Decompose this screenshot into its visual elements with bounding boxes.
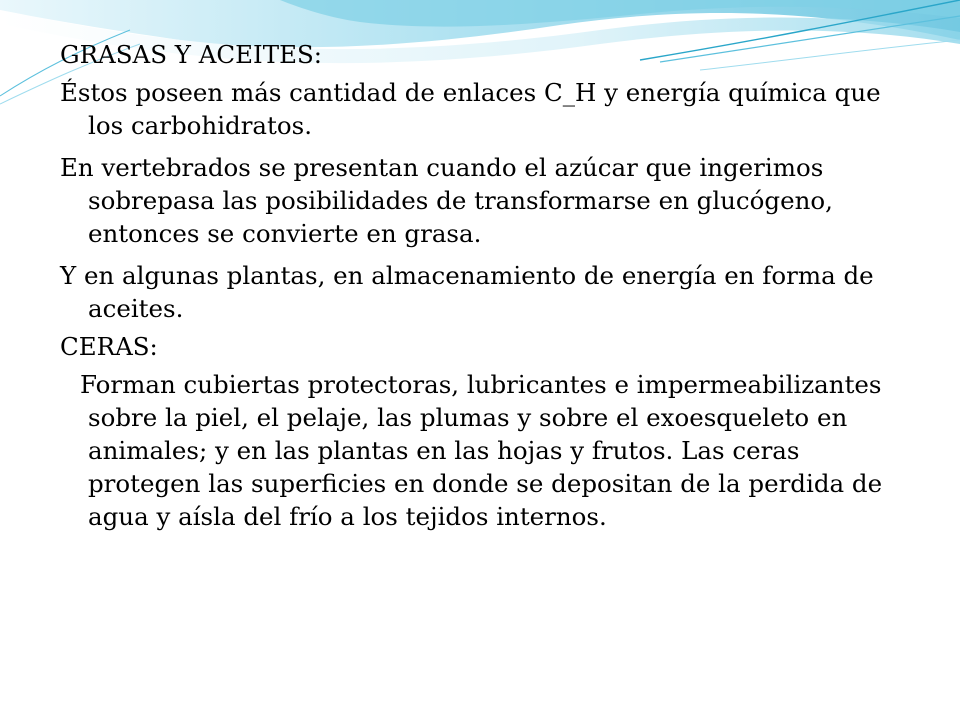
paragraph-vertebrates: En vertebrados se presentan cuando el azúcar que ingerimos sobrepasa las posibilidades de transformarse en glucógeno, entonces se convierte en grasa.	[60, 153, 833, 248]
slide-body	[60, 38, 910, 542]
paragraph-waxes: Forman cubiertas protectoras, lubricantes e impermeabilizantes sobre la piel, el pelaje, las plumas y sobre el exoesqueleto en animales; y en las plantas en las hojas y frutos. Las ceras protegen las superficies en donde se depositan de la perdida de agua y aísla del frío a los tejidos internos.	[80, 370, 883, 531]
heading-waxes: CERAS:	[60, 332, 158, 361]
paragraph-plants: Y en algunas plantas, en almacenamiento de energía en forma de aceites.	[60, 261, 874, 323]
heading-fats: GRASAS Y ACEITES:	[60, 40, 322, 69]
paragraph-fats-energy: Éstos poseen más cantidad de enlaces C_H y energía química que los carbohidratos.	[60, 78, 881, 140]
